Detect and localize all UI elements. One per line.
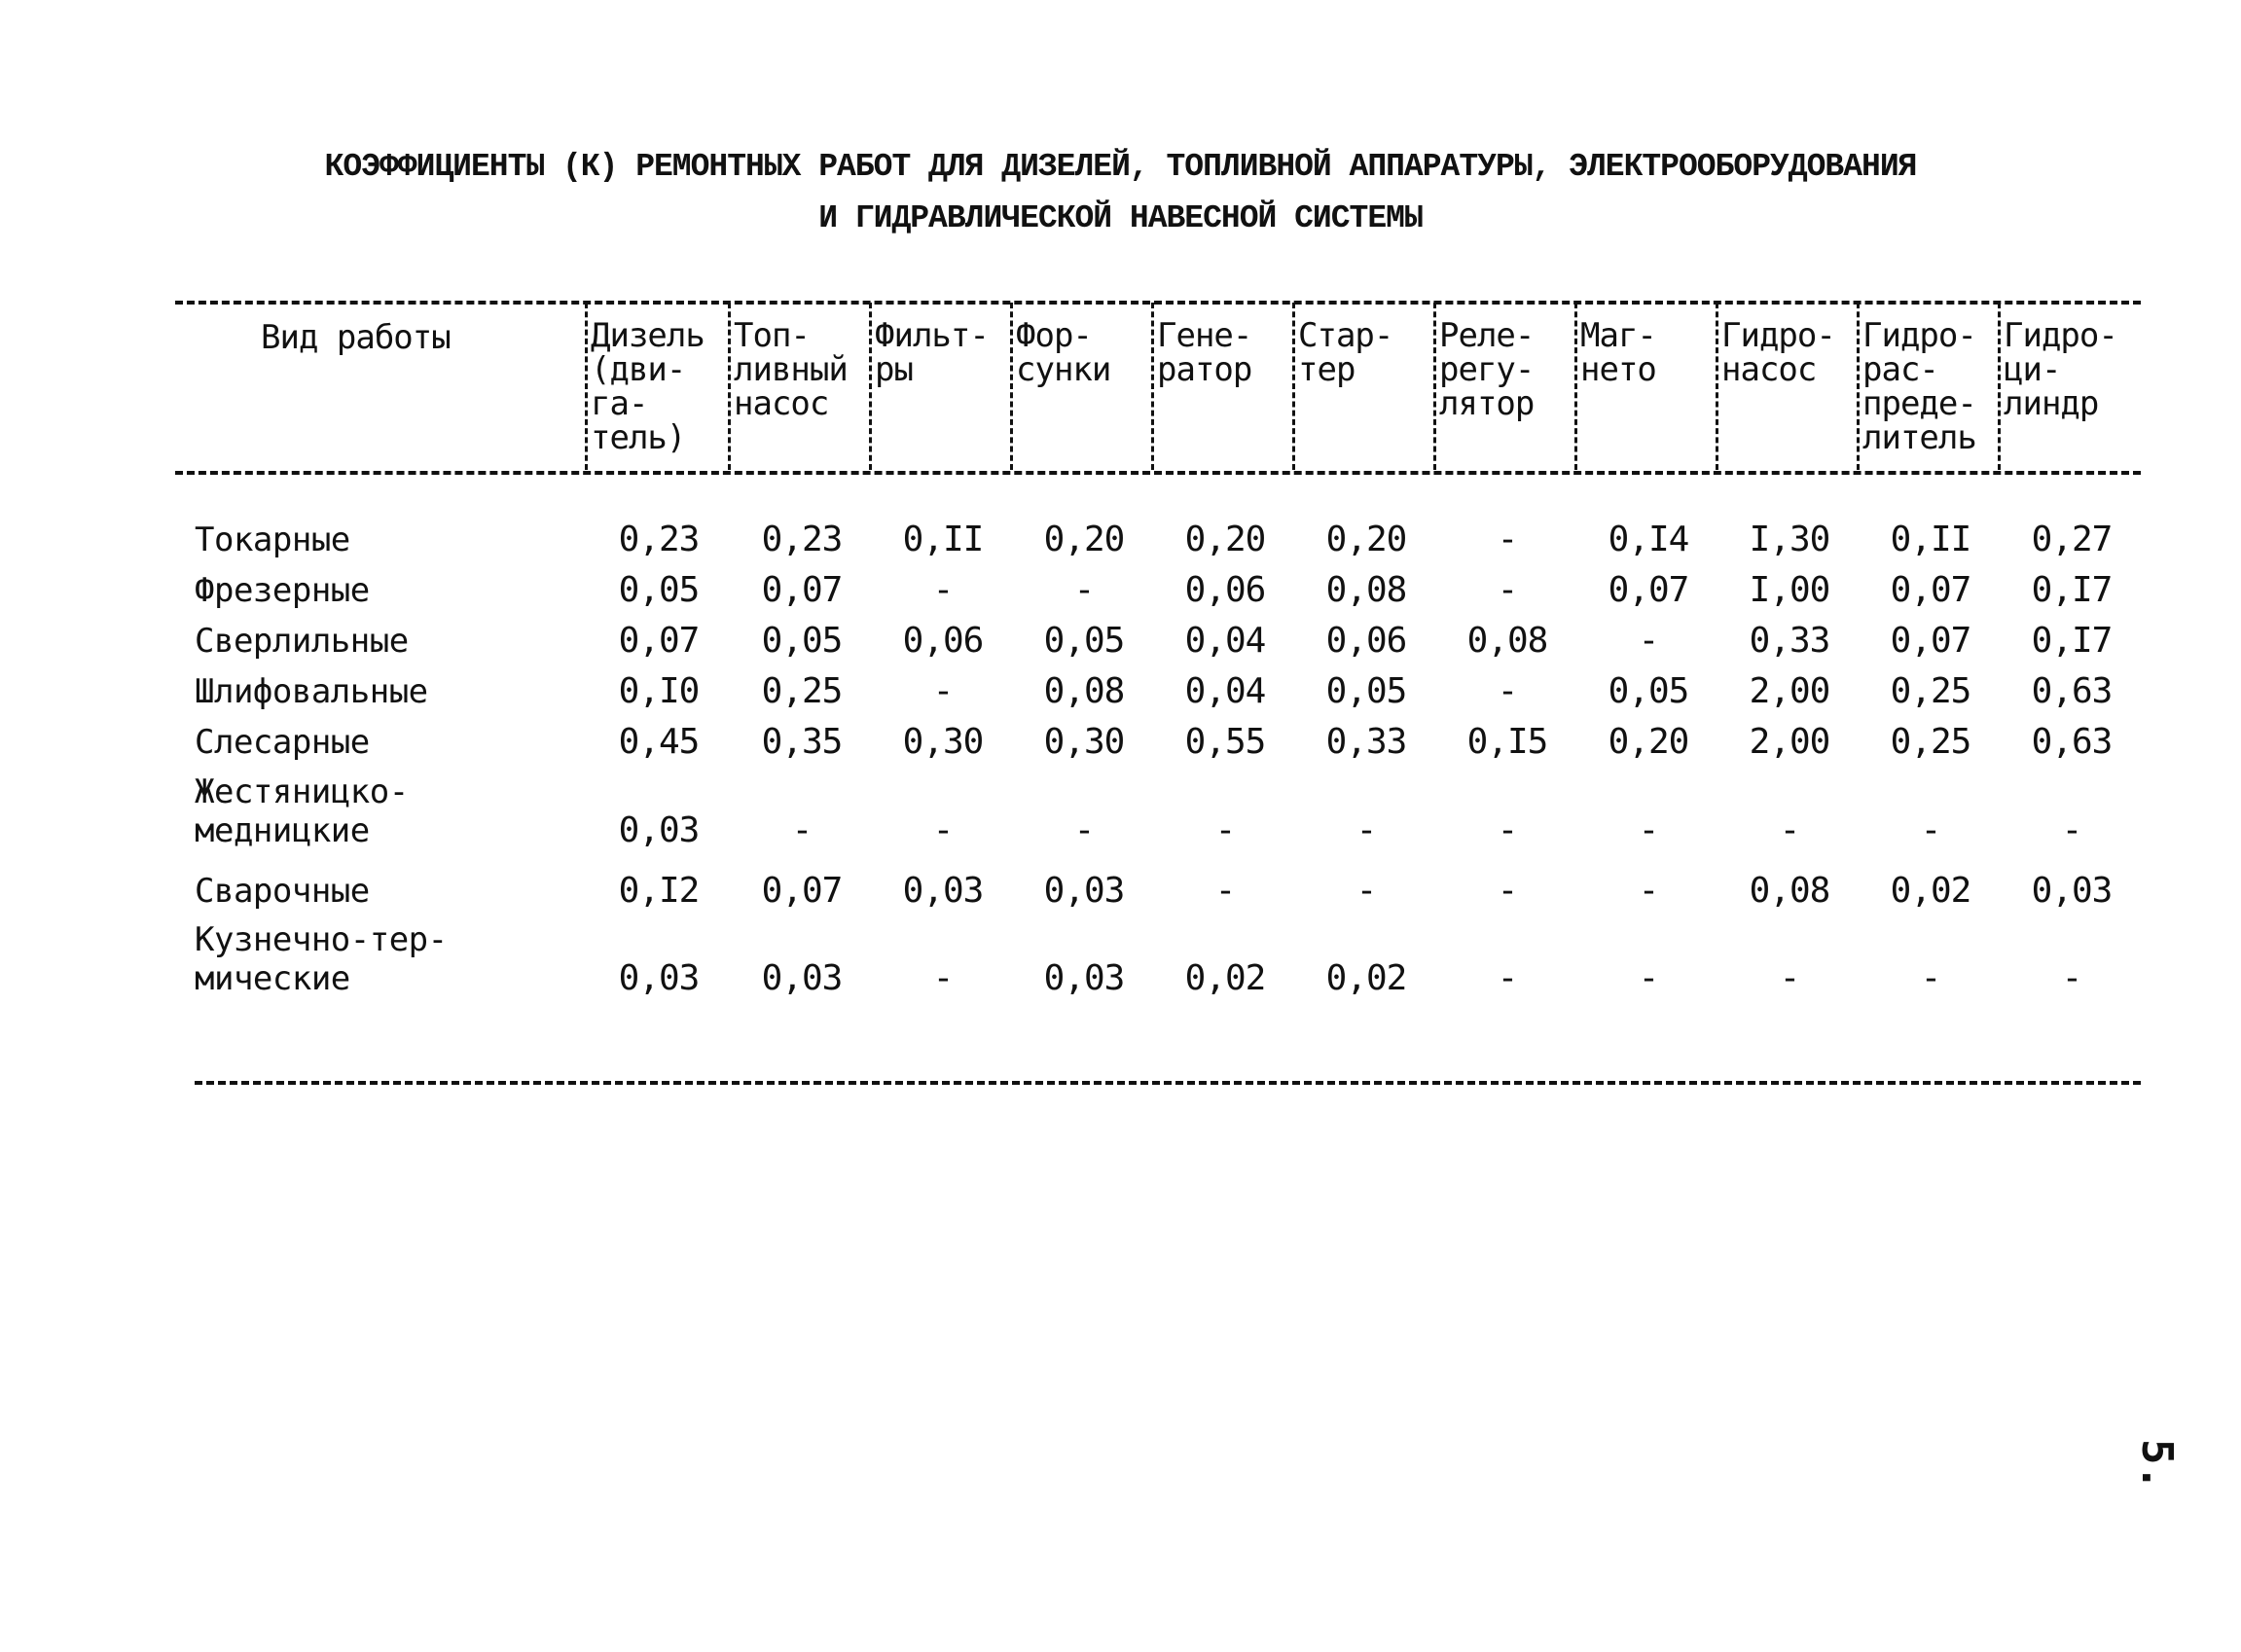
table-cell: 0,08 — [1749, 871, 1830, 911]
table-cell: - — [1920, 958, 1941, 998]
table-cell: - — [1638, 810, 1659, 850]
table-cell: 0,20 — [1184, 520, 1266, 559]
column-header: Топ- ливный насос — [734, 316, 848, 423]
table-cell: 0,07 — [1608, 570, 1689, 610]
table-cell: 0,35 — [761, 722, 843, 762]
table-cell: I,30 — [1749, 520, 1830, 559]
table-cell: 0,08 — [1325, 570, 1407, 610]
table-cell: - — [2061, 958, 2082, 998]
page-number: 5. — [2132, 1439, 2183, 1490]
table-cell: - — [2061, 810, 2082, 850]
table-cell: 0,27 — [2031, 520, 2113, 559]
table-cell: - — [1073, 810, 1095, 850]
table-cell: 0,02 — [1890, 871, 1971, 911]
column-divider — [1010, 303, 1013, 470]
table-cell: - — [1638, 871, 1659, 911]
row-label: Сверлильные — [195, 622, 409, 661]
table-top-rule — [175, 301, 2141, 305]
table-cell: - — [1214, 810, 1236, 850]
table-cell: 0,03 — [618, 810, 700, 850]
table-cell: - — [1779, 810, 1800, 850]
table-title-line-1: КОЭФФИЦИЕНТЫ (К) РЕМОНТНЫХ РАБОТ ДЛЯ ДИЗЕЛЕЙ, ТОПЛИВНОЙ АППАРАТУРЫ, ЭЛЕКТРООБОРУДОВАНИЯ — [324, 149, 1917, 185]
row-label: Фрезерные — [195, 571, 370, 610]
table-cell: 0,03 — [1043, 958, 1125, 998]
table-cell: 0,I7 — [2031, 621, 2113, 661]
row-label: Жестяницко- медницкие — [195, 772, 409, 850]
column-header: Гидро- рас- преде- литель — [1862, 316, 1976, 457]
table-cell: - — [1497, 671, 1518, 711]
table-cell: 0,04 — [1184, 621, 1266, 661]
row-label: Кузнечно-тер- мические — [195, 920, 448, 998]
table-cell: 0,05 — [618, 570, 700, 610]
column-divider — [1433, 303, 1436, 470]
table-cell: 0,06 — [902, 621, 984, 661]
table-cell: 0,05 — [1043, 621, 1125, 661]
table-cell: 0,I0 — [618, 671, 700, 711]
table-cell: 0,63 — [2031, 671, 2113, 711]
table-cell: 0,33 — [1749, 621, 1830, 661]
table-cell: - — [1497, 570, 1518, 610]
table-cell: - — [1355, 871, 1377, 911]
table-cell: 0,25 — [1890, 671, 1971, 711]
column-divider — [1574, 303, 1577, 470]
table-cell: - — [1920, 810, 1941, 850]
column-header: Фильт- ры — [875, 316, 989, 389]
table-cell: 0,06 — [1325, 621, 1407, 661]
table-cell: 0,23 — [761, 520, 843, 559]
column-divider — [585, 303, 588, 470]
column-header: Реле- регу- лятор — [1439, 316, 1535, 423]
column-divider — [728, 303, 731, 470]
column-header: Стар- тер — [1298, 316, 1393, 389]
table-cell: 0,63 — [2031, 722, 2113, 762]
table-cell: 0,I4 — [1608, 520, 1689, 559]
table-cell: 0,20 — [1608, 722, 1689, 762]
table-cell: 0,I7 — [2031, 570, 2113, 610]
row-label: Слесарные — [195, 723, 370, 762]
table-cell: - — [1214, 871, 1236, 911]
table-cell: - — [1497, 810, 1518, 850]
table-cell: 0,07 — [1890, 570, 1971, 610]
table-cell: - — [932, 570, 954, 610]
table-cell: - — [791, 810, 813, 850]
table-cell: - — [1497, 871, 1518, 911]
row-label: Токарные — [195, 521, 350, 559]
column-divider — [1998, 303, 2001, 470]
column-divider — [1292, 303, 1295, 470]
table-cell: - — [1497, 958, 1518, 998]
table-cell: 0,04 — [1184, 671, 1266, 711]
table-cell: 0,05 — [1608, 671, 1689, 711]
table-cell: 0,23 — [618, 520, 700, 559]
table-cell: 0,02 — [1325, 958, 1407, 998]
table-cell: 0,55 — [1184, 722, 1266, 762]
table-cell: - — [1073, 570, 1095, 610]
table-cell: - — [1497, 520, 1518, 559]
table-cell: 0,05 — [1325, 671, 1407, 711]
column-header: Гидро- ци- линдр — [2004, 316, 2117, 423]
table-cell: 0,07 — [1890, 621, 1971, 661]
table-cell: 0,07 — [761, 570, 843, 610]
column-header: Фор- сунки — [1016, 316, 1111, 389]
column-header: Гене- ратор — [1157, 316, 1252, 389]
table-cell: 2,00 — [1749, 722, 1830, 762]
table-header-rule — [175, 471, 2141, 475]
column-header: Маг- нето — [1580, 316, 1656, 389]
table-cell: 0,30 — [902, 722, 984, 762]
table-cell: 0,20 — [1325, 520, 1407, 559]
table-cell: 0,06 — [1184, 570, 1266, 610]
column-divider — [1151, 303, 1154, 470]
table-cell: 0,03 — [902, 871, 984, 911]
table-cell: 0,05 — [761, 621, 843, 661]
table-cell: - — [1355, 810, 1377, 850]
column-divider — [1857, 303, 1860, 470]
table-cell: 0,20 — [1043, 520, 1125, 559]
table-cell: - — [1638, 958, 1659, 998]
table-cell: 0,I2 — [618, 871, 700, 911]
table-cell: 0,30 — [1043, 722, 1125, 762]
table-cell: 0,33 — [1325, 722, 1407, 762]
table-cell: 0,07 — [761, 871, 843, 911]
table-cell: 0,02 — [1184, 958, 1266, 998]
column-header-work-type: Вид работы — [261, 318, 451, 357]
column-header: Дизель (дви- га- тель) — [591, 316, 705, 457]
table-cell: 0,08 — [1466, 621, 1548, 661]
column-divider — [869, 303, 872, 470]
row-label: Шлифовальные — [195, 672, 428, 711]
column-divider — [1716, 303, 1718, 470]
table-cell: 0,08 — [1043, 671, 1125, 711]
table-cell: 0,07 — [618, 621, 700, 661]
table-cell: 0,45 — [618, 722, 700, 762]
column-header: Гидро- насос — [1721, 316, 1835, 389]
table-cell: 0,25 — [1890, 722, 1971, 762]
table-cell: 2,00 — [1749, 671, 1830, 711]
table-cell: - — [932, 958, 954, 998]
table-cell: 0,25 — [761, 671, 843, 711]
table-cell: 0,II — [902, 520, 984, 559]
table-cell: 0,03 — [2031, 871, 2113, 911]
table-cell: - — [932, 671, 954, 711]
table-cell: - — [1779, 958, 1800, 998]
table-cell: 0,03 — [618, 958, 700, 998]
row-label: Сварочные — [195, 872, 370, 911]
table-title-line-2: И ГИДРАВЛИЧЕСКОЙ НАВЕСНОЙ СИСТЕМЫ — [818, 200, 1423, 236]
table-cell: 0,03 — [1043, 871, 1125, 911]
table-cell: - — [1638, 621, 1659, 661]
table-cell: 0,II — [1890, 520, 1971, 559]
table-bottom-rule — [195, 1081, 2141, 1085]
table-cell: I,00 — [1749, 570, 1830, 610]
table-cell: 0,I5 — [1466, 722, 1548, 762]
table-cell: 0,03 — [761, 958, 843, 998]
table-cell: - — [932, 810, 954, 850]
